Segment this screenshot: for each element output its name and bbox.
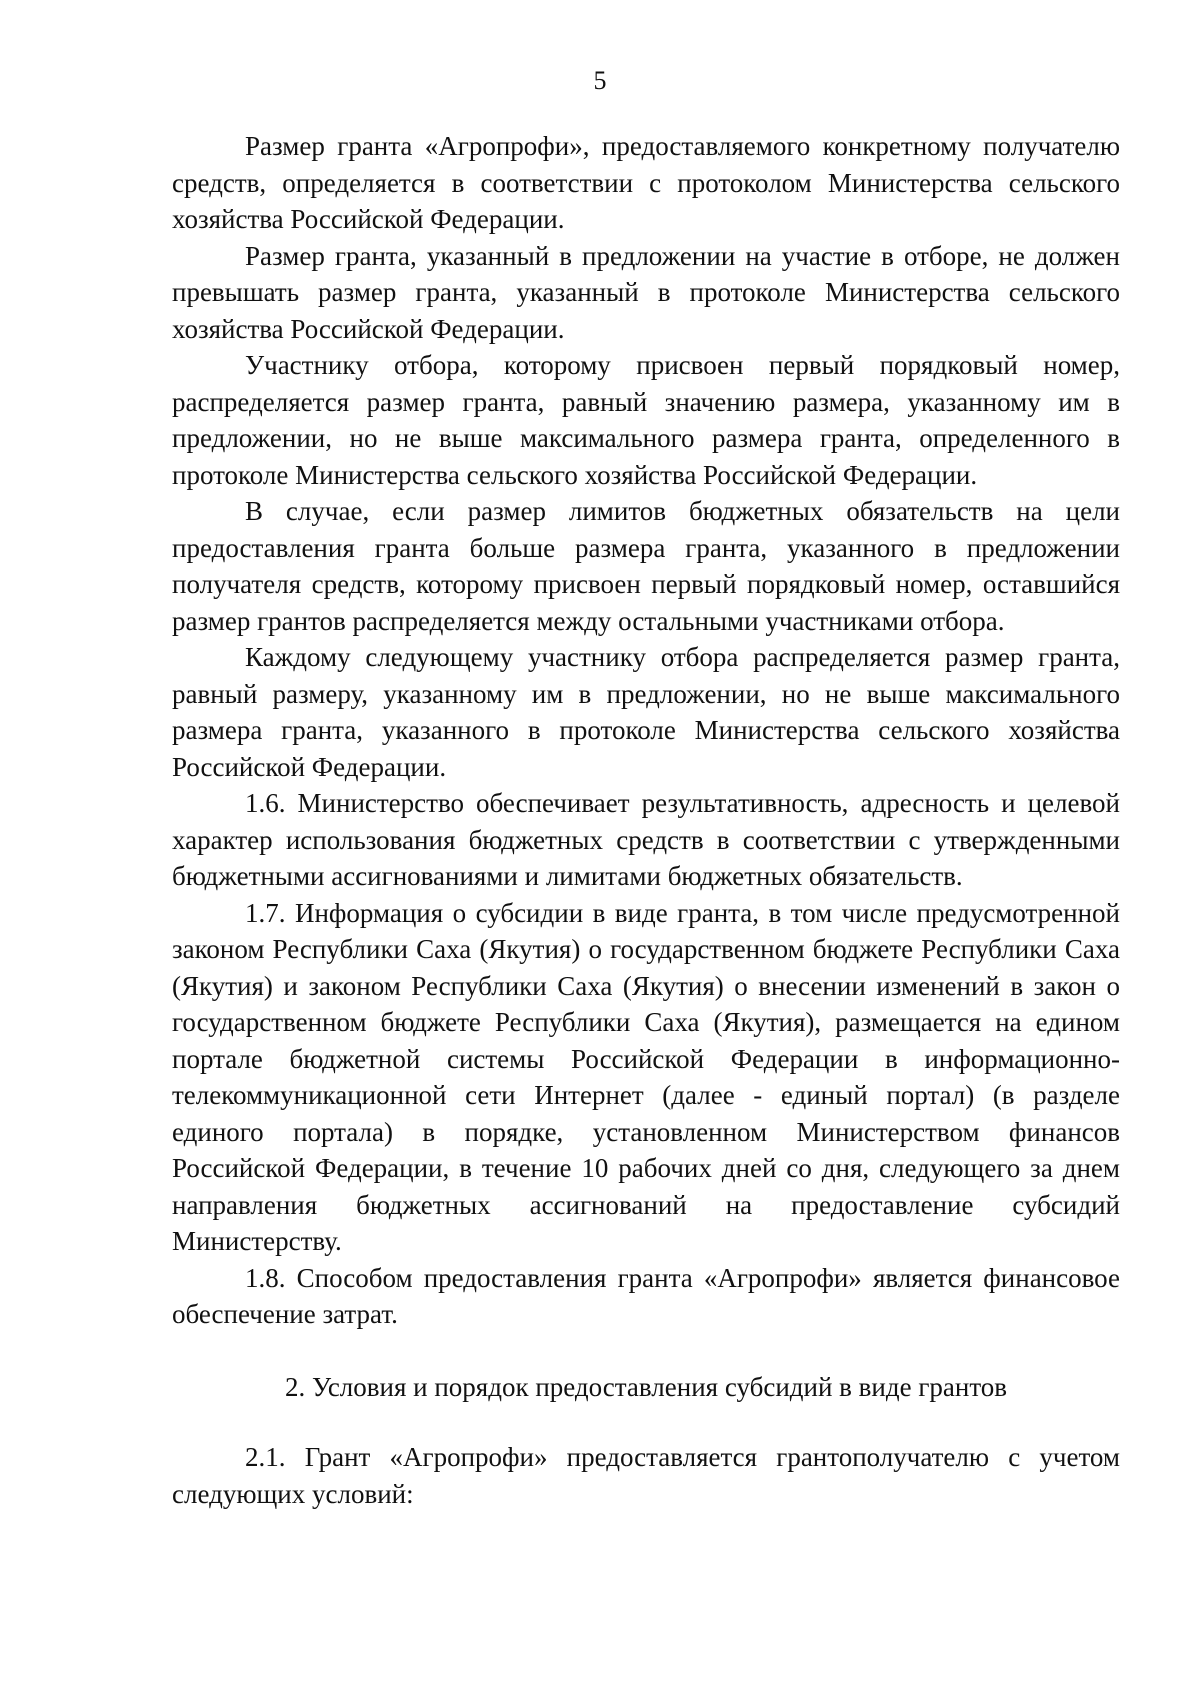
paragraph-1-6: 1.6. Министерство обеспечивает результативность, адресность и целевой характер использования бюджетных средств в соответствии с утвержденными бюджетными ассигнованиями и лимитами бюджетных обязательств. [172, 788, 1120, 891]
paragraph-2-1: 2.1. Грант «Агропрофи» предоставляется грантополучателю с учетом следующих условий: [172, 1442, 1120, 1509]
paragraph-remaining-distribution: В случае, если размер лимитов бюджетных обязательств на цели предоставления гранта больше размера гранта, указанного в предложении получателя средств, которому присвоен первый порядковый номер, оставшийся размер грантов распределяется между остальными участниками отбора. [172, 496, 1120, 636]
paragraph-1-7: 1.7. Информация о субсидии в виде гранта, в том числе предусмотренной законом Республики Саха (Якутия) о государственном бюджете Республики Саха (Якутия) и законом Республики Саха (Якутия) о внесении изменений в закон о государственном бюджете Республики Саха (Якутия), размещается на едином портале бюджетной системы Российской Федерации в информационно-телекоммуникационной сети Интернет (далее - единый портал) (в разделе единого портала) в порядке, установленном Министерством финансов Российской Федерации, в течение 10 рабочих дней со дня, следующего за днем направления бюджетных ассигнований на предоставление субсидий Министерству. [172, 897, 1120, 1256]
section-heading: 2. Условия и порядок предоставления субсидий в виде грантов [284, 1371, 1008, 1402]
paragraph-grant-size-determination: Размер гранта «Агропрофи», предоставляемого конкретному получателю средств, определяется в соответствии с протоколом Министерства сельского хозяйства Российской Федерации. [172, 131, 1120, 234]
page-number: 5 [593, 66, 607, 95]
paragraph-1-8: 1.8. Способом предоставления гранта «Агропрофи» является финансовое обеспечение затрат. [172, 1262, 1120, 1329]
paragraph-grant-size-limit: Размер гранта, указанный в предложении на участие в отборе, не должен превышать размер гранта, указанный в протоколе Министерства сельского хозяйства Российской Федерации. [172, 240, 1120, 344]
paragraph-first-participant: Участнику отбора, которому присвоен первый порядковый номер, распределяется размер гранта, равный значению размера, указанному им в предложении, но не выше максимального размера гранта, определенного в протоколе Министерства сельского хозяйства Российской Федерации. [172, 350, 1120, 490]
document-body [172, 128, 1120, 1512]
paragraph-next-participants: Каждому следующему участнику отбора распределяется размер гранта, равный размеру, указанному им в предложении, но не выше максимального размера гранта, указанного в протоколе Министерства сельского хозяйства Российской Федерации. [172, 642, 1120, 782]
